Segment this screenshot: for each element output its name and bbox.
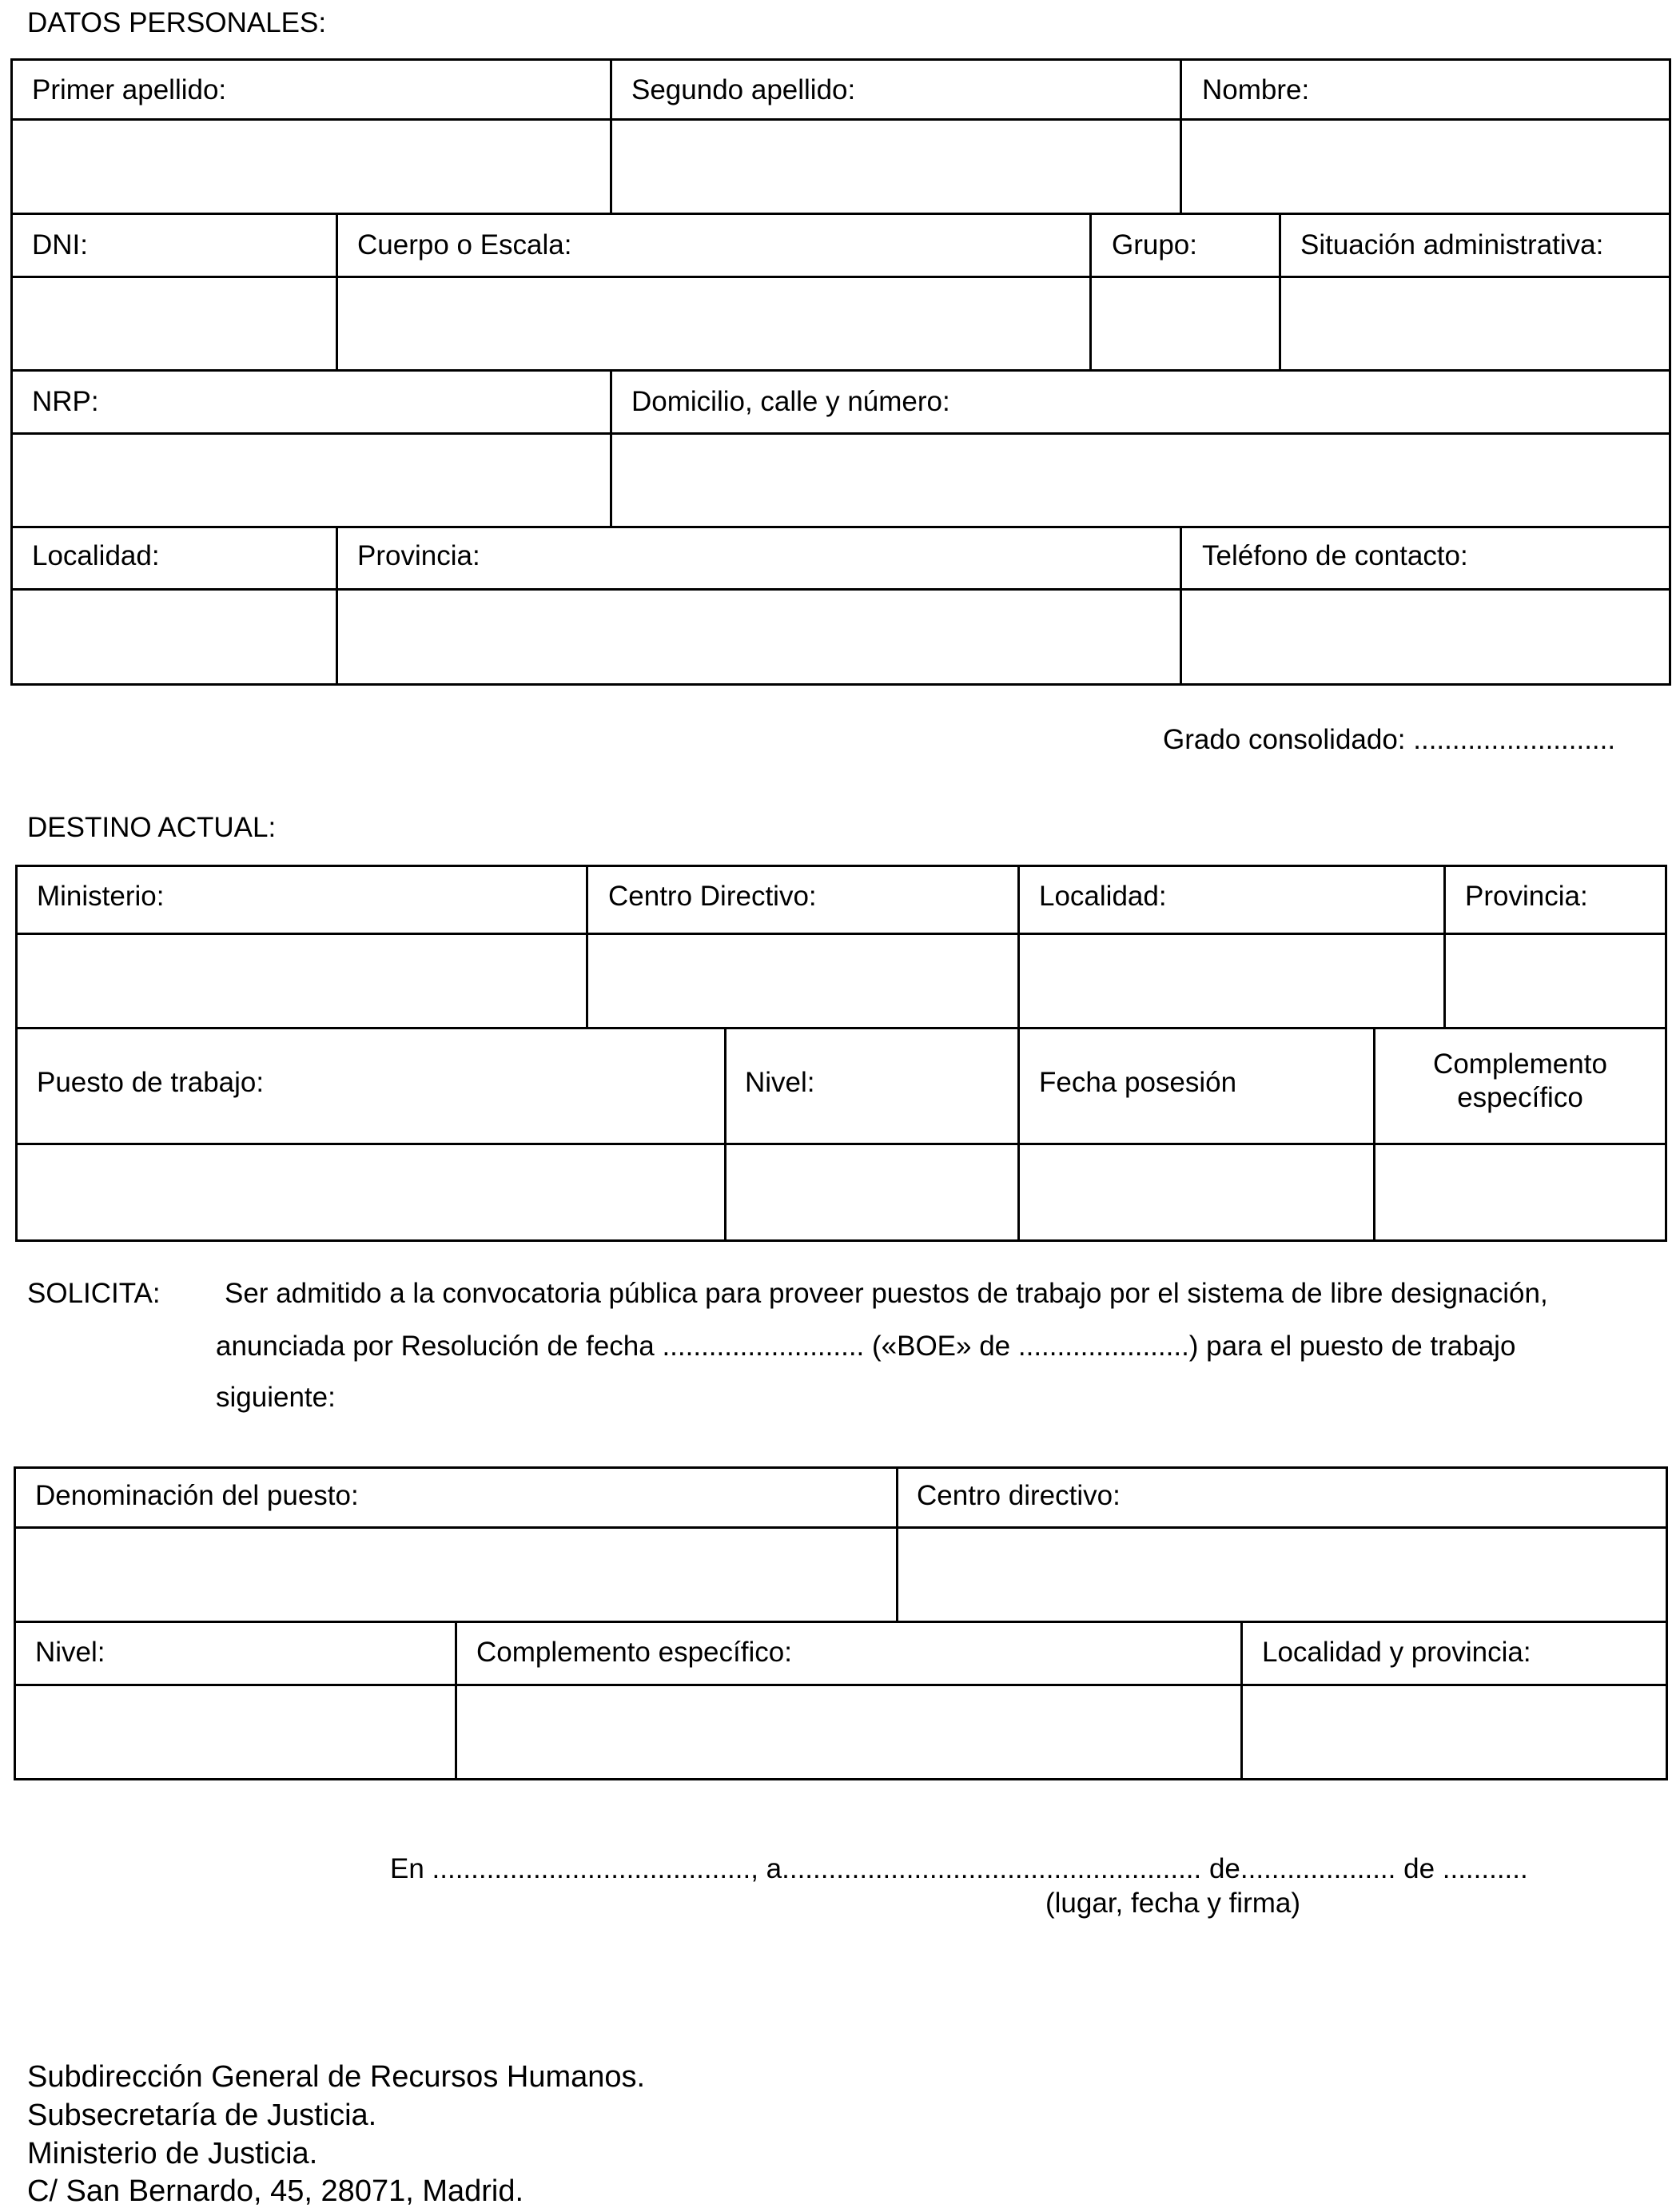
label-localidad: Localidad:: [32, 540, 160, 571]
footer-line-4: C/ San Bernardo, 45, 28071, Madrid.: [27, 2174, 524, 2208]
label-domicilio: Domicilio, calle y número:: [631, 386, 950, 417]
label-requested-nivel: Nivel:: [35, 1637, 105, 1668]
label-telefono-contacto: Teléfono de contacto:: [1202, 540, 1468, 571]
signature-line: En ........................................., a...................................................... de.................... de ...........: [390, 1853, 1528, 1884]
field-requested-nivel[interactable]: [16, 1686, 455, 1778]
footer-line-2: Subsecretaría de Justicia.: [27, 2099, 377, 2132]
field-telefono-contacto[interactable]: [1182, 591, 1669, 683]
footer-line-3: Ministerio de Justicia.: [27, 2137, 318, 2170]
label-requested-centro: Centro directivo:: [917, 1480, 1121, 1511]
label-current-nivel: Nivel:: [745, 1067, 815, 1098]
field-fecha-posesion[interactable]: [1020, 1145, 1373, 1239]
label-ministerio: Ministerio:: [37, 881, 165, 912]
label-primer-apellido: Primer apellido:: [32, 74, 227, 105]
field-cuerpo-escala[interactable]: [338, 278, 1089, 369]
field-provincia[interactable]: [338, 591, 1180, 683]
solicita-label: SOLICITA:: [27, 1278, 161, 1309]
field-localidad[interactable]: [13, 591, 336, 683]
label-nombre: Nombre:: [1202, 74, 1310, 105]
field-current-nivel[interactable]: [727, 1145, 1017, 1239]
field-grupo[interactable]: [1092, 278, 1279, 369]
field-segundo-apellido[interactable]: [612, 121, 1180, 213]
signature-caption: (lugar, fecha y firma): [1045, 1888, 1300, 1919]
field-centro-directivo[interactable]: [588, 935, 1017, 1027]
footer-line-1: Subdirección General de Recursos Humanos.: [27, 2060, 646, 2094]
field-denominacion-puesto[interactable]: [16, 1529, 896, 1621]
grado-consolidado: Grado consolidado: ..........................: [1163, 724, 1616, 755]
field-current-localidad[interactable]: [1020, 935, 1443, 1027]
label-puesto-trabajo: Puesto de trabajo:: [37, 1067, 265, 1098]
field-localidad-provincia[interactable]: [1243, 1686, 1666, 1778]
field-requested-complemento[interactable]: [457, 1686, 1240, 1778]
solicita-line-2: anunciada por Resolución de fecha .......................... («BOE» de ......................) para el puesto de trabajo: [216, 1331, 1516, 1362]
field-nombre[interactable]: [1182, 121, 1669, 213]
label-localidad-provincia: Localidad y provincia:: [1262, 1637, 1531, 1668]
label-complemento-especifico: Complemento específico: [1433, 1048, 1607, 1113]
field-primer-apellido[interactable]: [13, 121, 610, 213]
solicita-line-1: Ser admitido a la convocatoria pública para proveer puestos de trabajo por el sistema de libre designación,: [225, 1278, 1548, 1309]
field-nrp[interactable]: [13, 435, 610, 526]
label-dni: DNI:: [32, 229, 88, 261]
field-puesto-trabajo[interactable]: [18, 1145, 724, 1239]
label-fecha-posesion: Fecha posesión: [1039, 1067, 1237, 1098]
section-title-personal: DATOS PERSONALES:: [27, 7, 327, 38]
label-denominacion-puesto: Denominación del puesto:: [35, 1480, 359, 1511]
field-current-provincia[interactable]: [1446, 935, 1665, 1027]
label-segundo-apellido: Segundo apellido:: [631, 74, 856, 105]
field-domicilio[interactable]: [612, 435, 1669, 526]
label-requested-complemento: Complemento específico:: [476, 1637, 792, 1668]
label-provincia: Provincia:: [357, 540, 480, 571]
field-dni[interactable]: [13, 278, 336, 369]
field-requested-centro[interactable]: [898, 1529, 1666, 1621]
label-nrp: NRP:: [32, 386, 99, 417]
field-situacion-administrativa[interactable]: [1281, 278, 1669, 369]
label-current-provincia: Provincia:: [1465, 881, 1588, 912]
section-title-current: DESTINO ACTUAL:: [27, 812, 277, 843]
label-situacion-administrativa: Situación administrativa:: [1300, 229, 1604, 261]
label-centro-directivo: Centro Directivo:: [608, 881, 817, 912]
label-grupo: Grupo:: [1112, 229, 1197, 261]
field-ministerio[interactable]: [18, 935, 586, 1027]
label-cuerpo-escala: Cuerpo o Escala:: [357, 229, 572, 261]
label-current-localidad: Localidad:: [1039, 881, 1167, 912]
solicita-line-3: siguiente:: [216, 1382, 336, 1413]
field-complemento-especifico[interactable]: [1375, 1145, 1665, 1239]
